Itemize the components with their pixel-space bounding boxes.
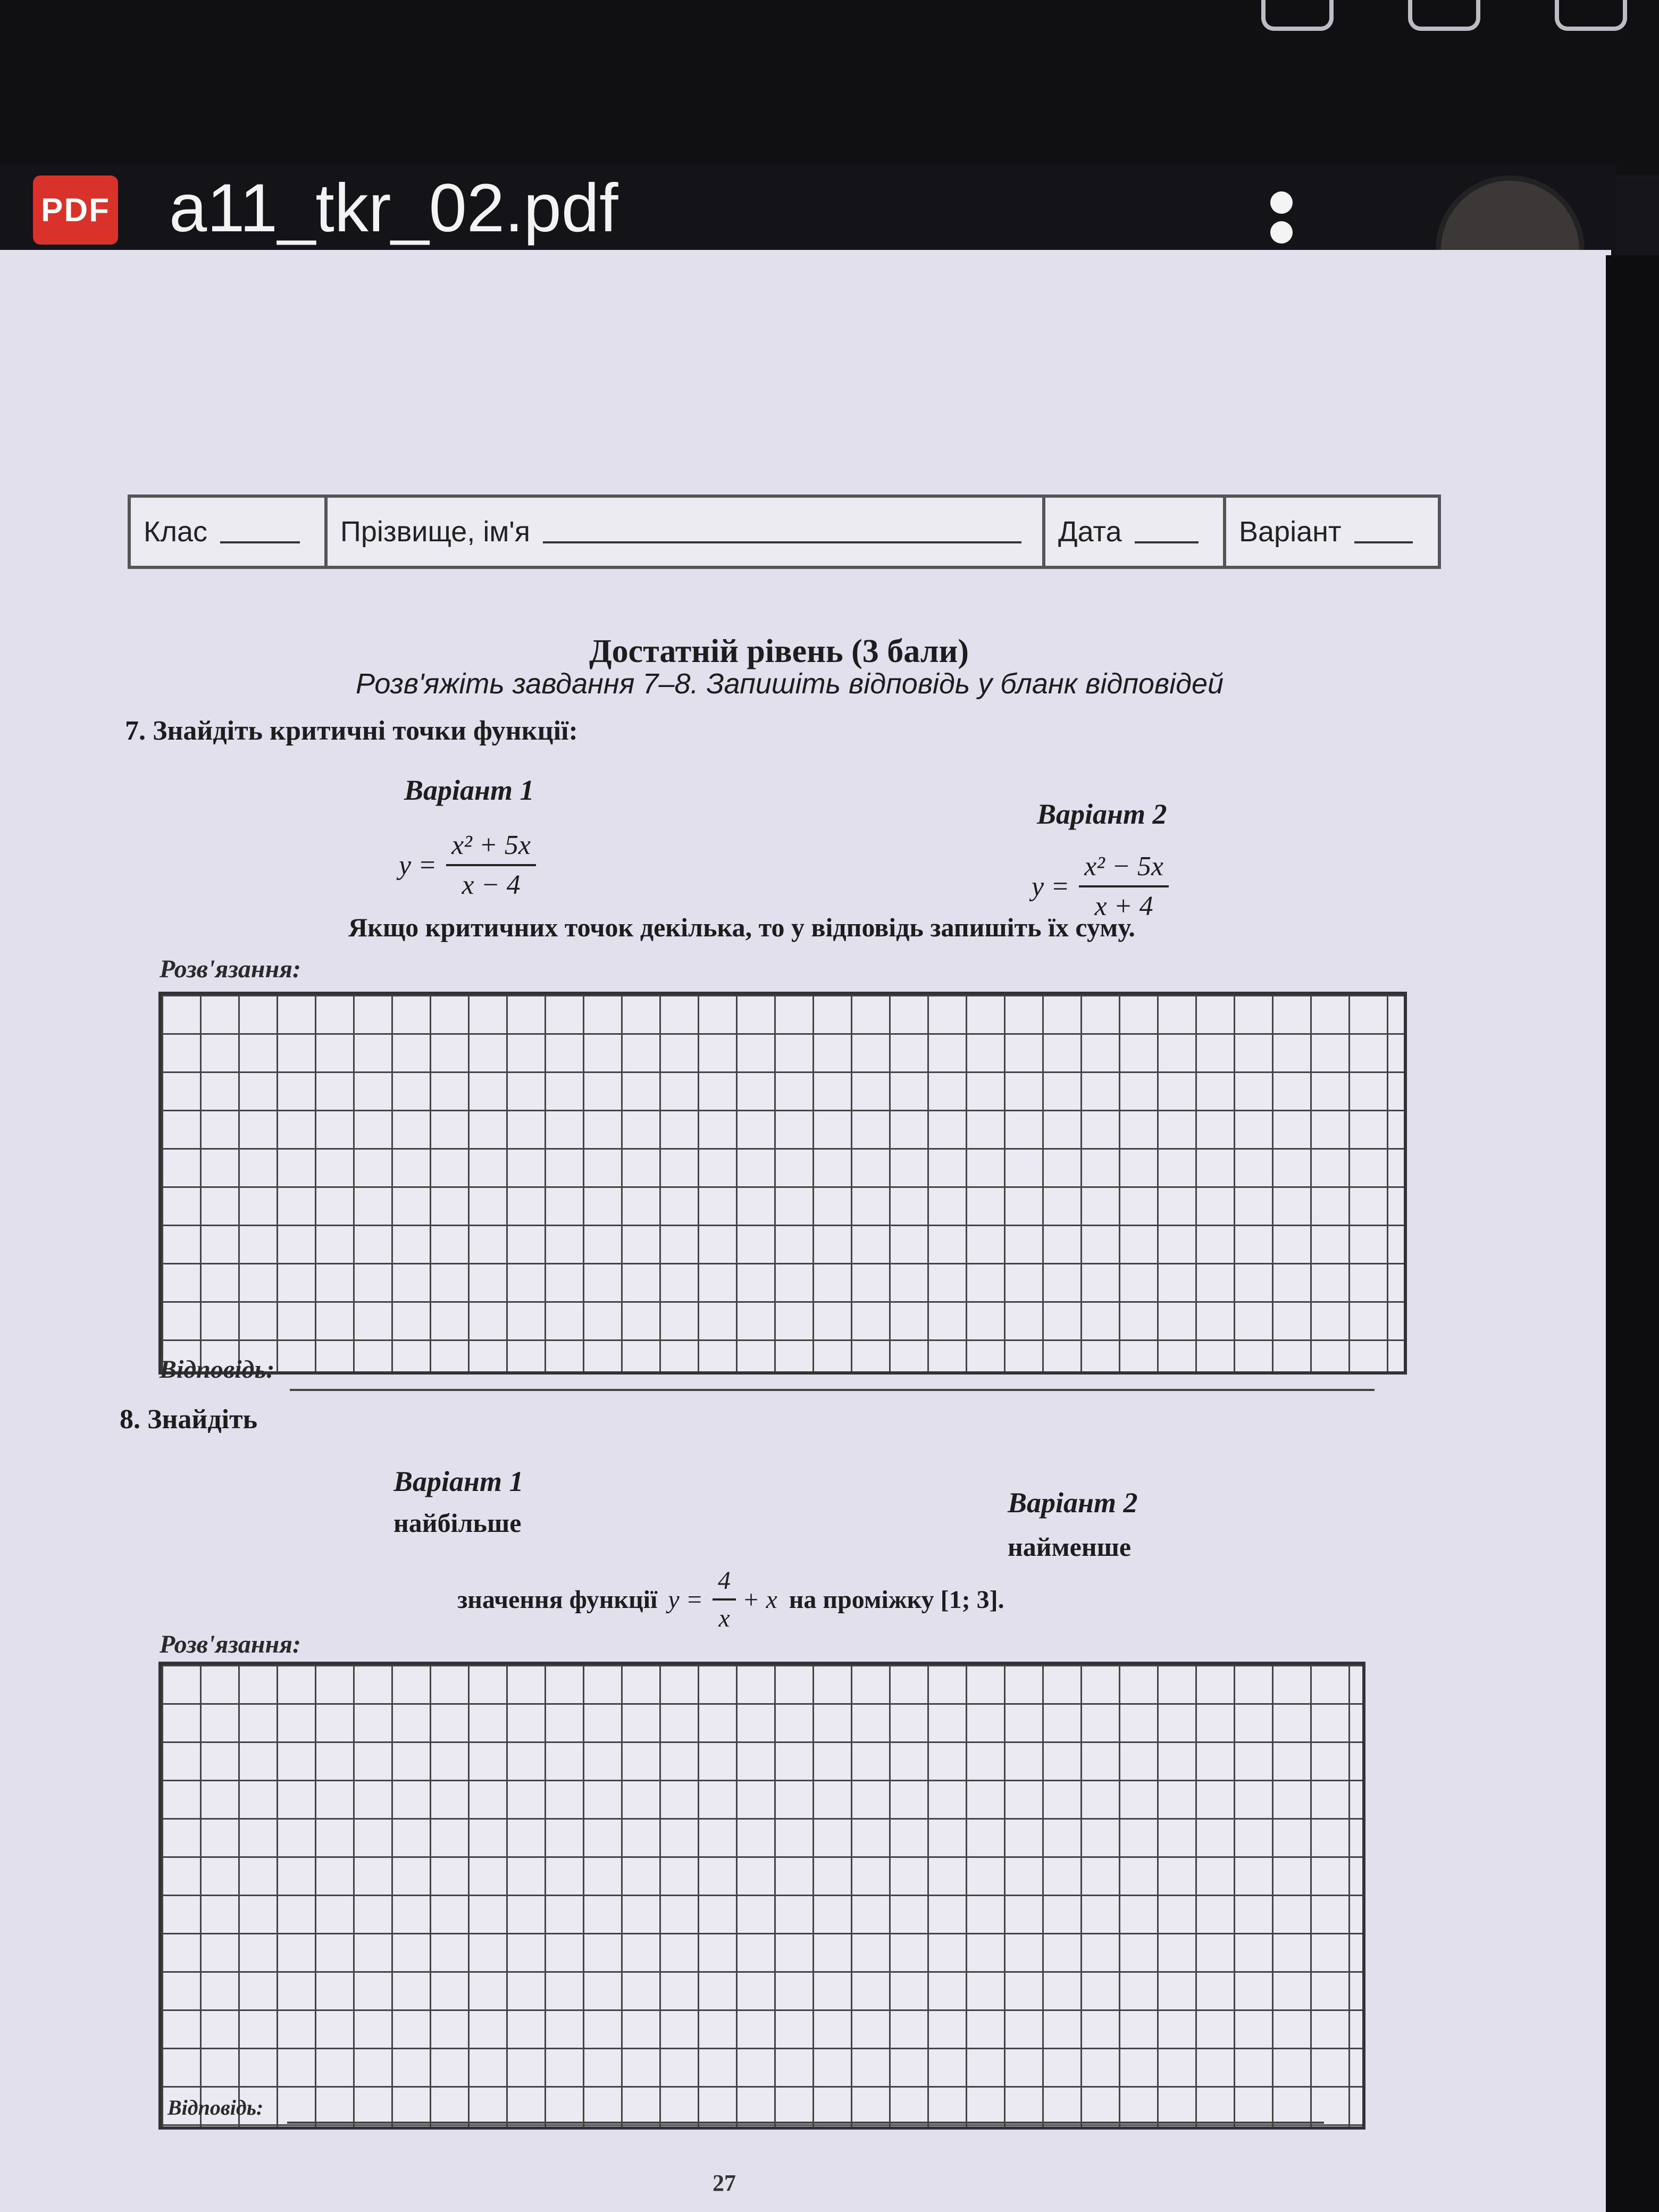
status-icon xyxy=(1261,0,1334,31)
class-cell xyxy=(131,498,328,566)
task7-formula1-fraction xyxy=(446,830,536,901)
variant-label: Варіант xyxy=(1239,516,1342,548)
task7-heading xyxy=(125,715,578,747)
class-label: Клас xyxy=(144,516,207,548)
task7-formula2 xyxy=(1032,851,1169,922)
task8-answer-label: Відповідь: xyxy=(167,2096,264,2119)
date-blank xyxy=(1135,520,1199,543)
task8-statement xyxy=(457,1566,1004,1633)
task7-answer-line[interactable] xyxy=(290,1389,1375,1391)
task8-variant2-label: Варіант 2 xyxy=(1008,1487,1138,1519)
task7-variant2-label: Варіант 2 xyxy=(1037,798,1167,830)
task8-heading xyxy=(120,1404,257,1435)
student-info-table xyxy=(128,495,1441,569)
bookmark-icon[interactable] xyxy=(1408,0,1480,31)
page-number: 27 xyxy=(713,2170,736,2196)
task8-variant1-label: Варіант 1 xyxy=(393,1465,524,1497)
task7-number: 7. xyxy=(125,716,146,746)
name-label: Прізвище, ім'я xyxy=(340,516,530,548)
date-cell xyxy=(1045,498,1226,566)
task7-formula1-lhs: y = xyxy=(399,850,437,881)
task8-solution-label: Розв'язання: xyxy=(160,1630,301,1658)
date-label: Дата xyxy=(1058,516,1122,548)
task7-formula1-denominator: x − 4 xyxy=(462,870,521,900)
task8-solution-grid[interactable] xyxy=(158,1662,1365,2130)
task8-statement-prefix: значення функції xyxy=(457,1585,658,1614)
task8-formula-tail: + x xyxy=(742,1585,777,1614)
variant-cell xyxy=(1226,498,1438,566)
window-icon[interactable] xyxy=(1555,0,1627,31)
status-icons xyxy=(1261,0,1627,32)
task7-formula2-denominator: x + 4 xyxy=(1094,891,1153,921)
section-subtitle: Розв'яжіть завдання 7–8. Запишіть відповідь у бланк відповідей xyxy=(355,668,1224,700)
file-name-title: a11_tkr_02.pdf xyxy=(169,170,618,246)
task7-solution-grid[interactable] xyxy=(158,992,1407,1375)
task7-formula1 xyxy=(399,830,536,901)
task8-answer-line[interactable] xyxy=(287,2122,1324,2124)
task8-statement-suffix: на проміжку [1; 3]. xyxy=(789,1585,1004,1614)
task8-formula-numerator: 4 xyxy=(713,1566,736,1601)
task7-variant1-label: Варіант 1 xyxy=(404,774,534,806)
variant-blank xyxy=(1354,520,1413,543)
task7-formula2-fraction xyxy=(1079,851,1169,922)
task7-note: Якщо критичних точок декілька, то у відповідь запишіть їх суму. xyxy=(348,912,1135,942)
task7-formula1-numerator: x² + 5x xyxy=(446,830,536,866)
device-top-bezel xyxy=(0,0,1659,175)
task8-formula-denominator: x xyxy=(718,1604,730,1632)
task8-formula-lhs: y = xyxy=(668,1585,703,1614)
task7-text: Знайдіть критичні точки функції: xyxy=(153,716,578,746)
name-blank xyxy=(543,520,1021,543)
task7-solution-label: Розв'язання: xyxy=(160,955,301,983)
name-cell xyxy=(328,498,1045,566)
task7-formula2-numerator: x² − 5x xyxy=(1079,851,1169,887)
task8-number: 8. xyxy=(120,1404,140,1435)
class-blank xyxy=(220,520,300,543)
device-right-bezel xyxy=(1606,255,1659,2212)
task8-formula-fraction xyxy=(713,1566,736,1633)
task7-answer-label: Відповідь: xyxy=(160,1355,275,1384)
section-title: Достатній рівень (3 бали) xyxy=(589,633,969,669)
task8-variant1-word: найбільше xyxy=(393,1508,522,1538)
task7-formula2-lhs: y = xyxy=(1032,871,1070,902)
task8-text: Знайдіть xyxy=(147,1404,258,1435)
task8-variant2-word: найменше xyxy=(1008,1532,1132,1562)
pdf-file-icon: PDF xyxy=(33,175,118,245)
